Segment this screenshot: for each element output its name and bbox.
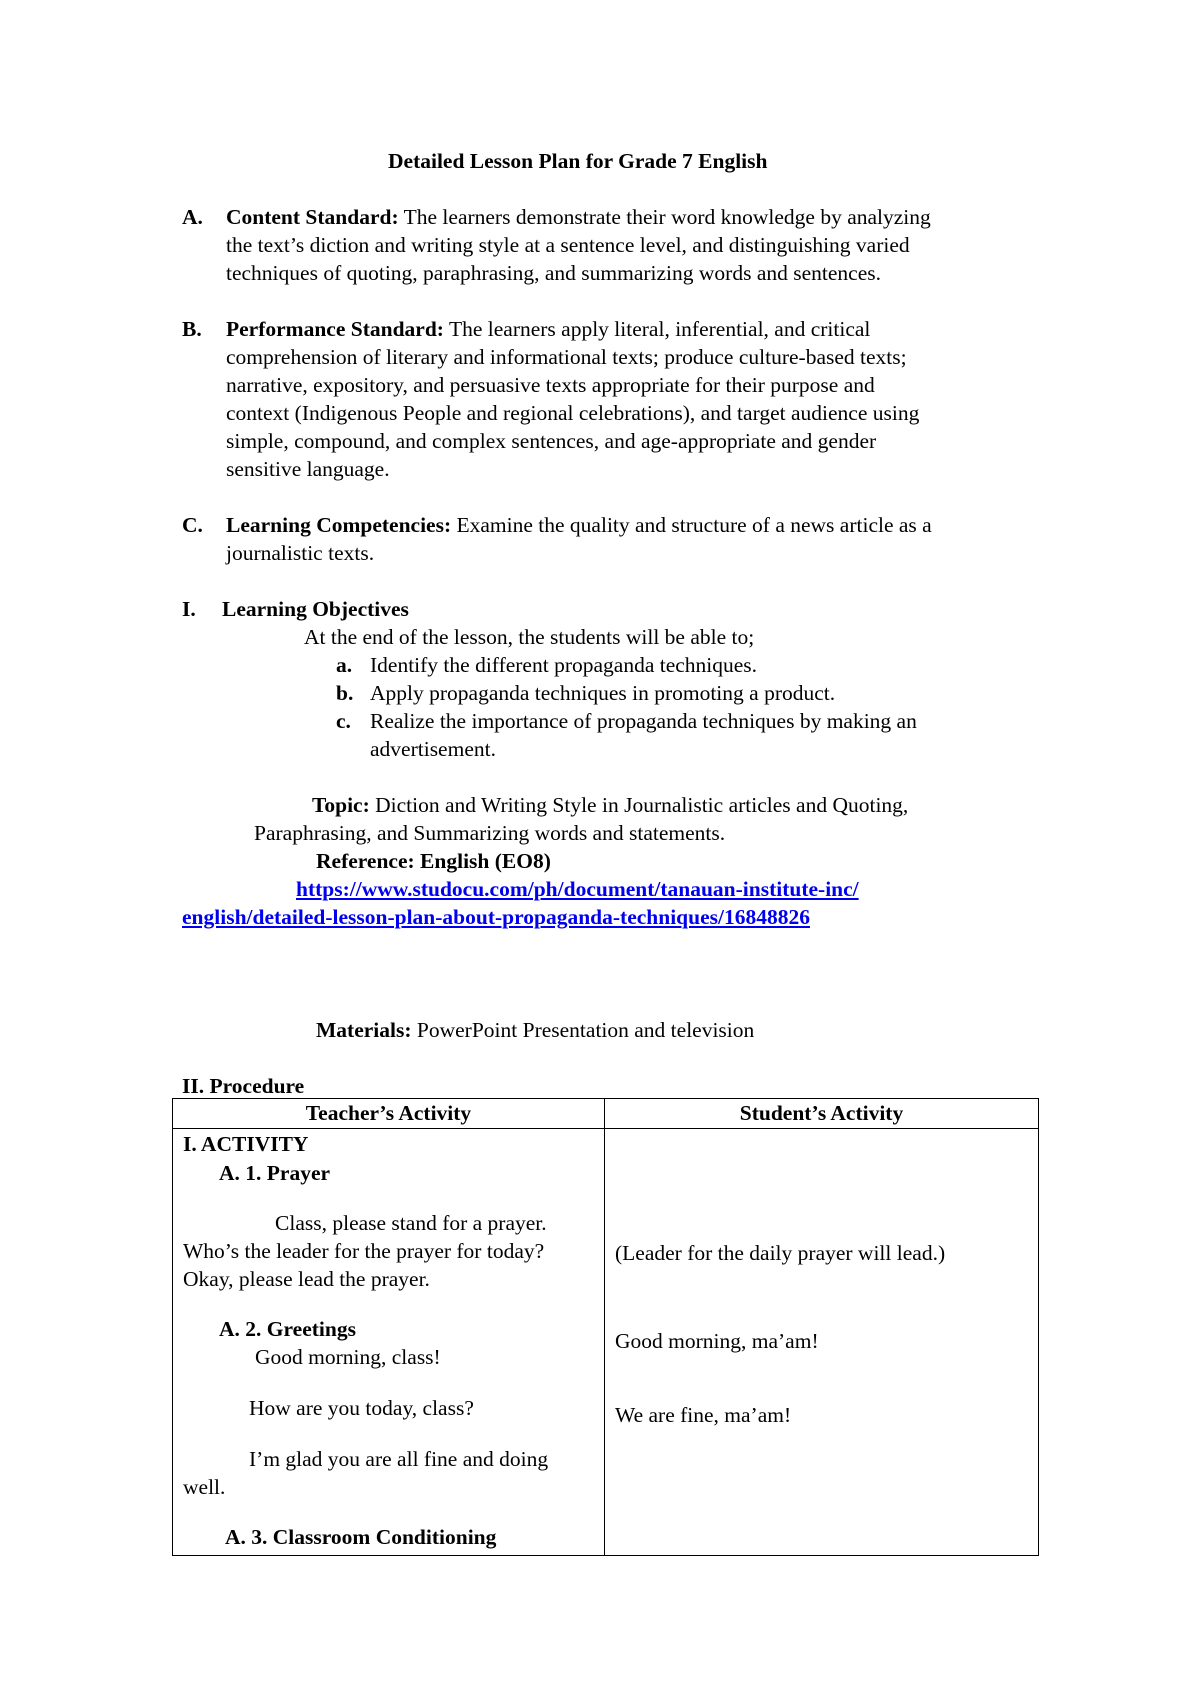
activity-heading: I. ACTIVITY <box>183 1132 309 1156</box>
objective-b-text: Apply propaganda techniques in promoting a product. <box>370 681 836 705</box>
greeting-line-1: Good morning, class! <box>255 1345 441 1369</box>
prayer-line-2: Who’s the leader for the prayer for today? <box>183 1239 545 1263</box>
performance-standard-line-6: sensitive language. <box>226 457 390 481</box>
objective-marker-b: b. <box>336 681 354 705</box>
objective-a-text: Identify the different propaganda techniques. <box>370 653 758 677</box>
materials-line <box>316 1016 754 1044</box>
list-marker-a: A. <box>182 205 203 229</box>
performance-standard-line-5: simple, compound, and complex sentences, and age-appropriate and gender <box>226 429 877 453</box>
reference-label: Reference: English (EO8) <box>316 849 551 873</box>
teacher-activity-cell <box>173 1129 605 1556</box>
objective-c-text-line-2: advertisement. <box>370 737 496 761</box>
content-standard-line-2: the text’s diction and writing style at a sentence level, and distinguishing varied <box>226 233 910 257</box>
topic-line-1 <box>312 791 908 819</box>
objectives-intro: At the end of the lesson, the students will be able to; <box>304 625 755 649</box>
content-standard-text: The learners demonstrate their word knowledge by analyzing <box>403 205 931 229</box>
procedure-table <box>172 1098 1039 1556</box>
performance-standard-line-4: context (Indigenous People and regional celebrations), and target audience using <box>226 401 920 425</box>
objective-marker-c: c. <box>336 709 351 733</box>
content-standard-line-1 <box>226 203 931 231</box>
competencies-label: Learning Competencies: <box>226 513 452 537</box>
list-marker-c: C. <box>182 513 203 537</box>
student-activity-cell <box>605 1129 1039 1556</box>
materials-label: Materials: <box>316 1018 412 1042</box>
student-prayer-response: (Leader for the daily prayer will lead.) <box>615 1241 946 1265</box>
competencies-line-2: journalistic texts. <box>226 541 375 565</box>
prayer-line-3: Okay, please lead the prayer. <box>183 1267 430 1291</box>
list-marker-b: B. <box>182 317 202 341</box>
greeting-line-3: I’m glad you are all fine and doing <box>249 1447 549 1471</box>
objective-marker-a: a. <box>336 653 353 677</box>
greeting-line-4: well. <box>183 1475 226 1499</box>
competencies-line-1 <box>226 511 932 539</box>
content-standard-line-3: techniques of quoting, paraphrasing, and summarizing words and sentences. <box>226 261 881 285</box>
student-activity-header: Student’s Activity <box>605 1099 1039 1129</box>
topic-line-2: Paraphrasing, and Summarizing words and statements. <box>254 821 726 845</box>
student-fine-response: We are fine, ma’am! <box>615 1403 792 1427</box>
topic-text: Diction and Writing Style in Journalistic articles and Quoting, <box>375 793 909 817</box>
table-row <box>173 1129 1039 1556</box>
performance-standard-line-3: narrative, expository, and persuasive texts appropriate for their purpose and <box>226 373 875 397</box>
content-standard-label: Content Standard: <box>226 205 399 229</box>
topic-label: Topic: <box>312 793 370 817</box>
table-header-row <box>173 1099 1039 1129</box>
teacher-activity-header: Teacher’s Activity <box>173 1099 605 1129</box>
section-number-objectives: I. <box>182 597 196 621</box>
performance-standard-line-2: comprehension of literary and informational texts; produce culture-based texts; <box>226 345 907 369</box>
performance-standard-text: The learners apply literal, inferential, and critical <box>448 317 871 341</box>
reference-link-line-2[interactable]: english/detailed-lesson-plan-about-propaganda-techniques/16848826 <box>182 905 810 929</box>
reference-link-line-1[interactable]: https://www.studocu.com/ph/document/tanauan-institute-inc/ <box>296 877 859 901</box>
performance-standard-line-1 <box>226 315 870 343</box>
materials-text: PowerPoint Presentation and television <box>416 1018 755 1042</box>
classroom-conditioning-heading: A. 3. Classroom Conditioning <box>225 1525 497 1549</box>
objective-c-text-line-1: Realize the importance of propaganda techniques by making an <box>370 709 917 733</box>
objectives-heading: Learning Objectives <box>222 597 409 621</box>
greetings-heading: A. 2. Greetings <box>219 1317 356 1341</box>
prayer-line-1: Class, please stand for a prayer. <box>275 1211 547 1235</box>
greeting-line-2: How are you today, class? <box>249 1396 474 1420</box>
page-title: Detailed Lesson Plan for Grade 7 English <box>388 149 768 173</box>
performance-standard-label: Performance Standard: <box>226 317 444 341</box>
procedure-heading: II. Procedure <box>182 1074 305 1098</box>
student-greeting-response: Good morning, ma’am! <box>615 1329 819 1353</box>
competencies-text: Examine the quality and structure of a news article as a <box>456 513 932 537</box>
prayer-heading: A. 1. Prayer <box>219 1161 331 1185</box>
